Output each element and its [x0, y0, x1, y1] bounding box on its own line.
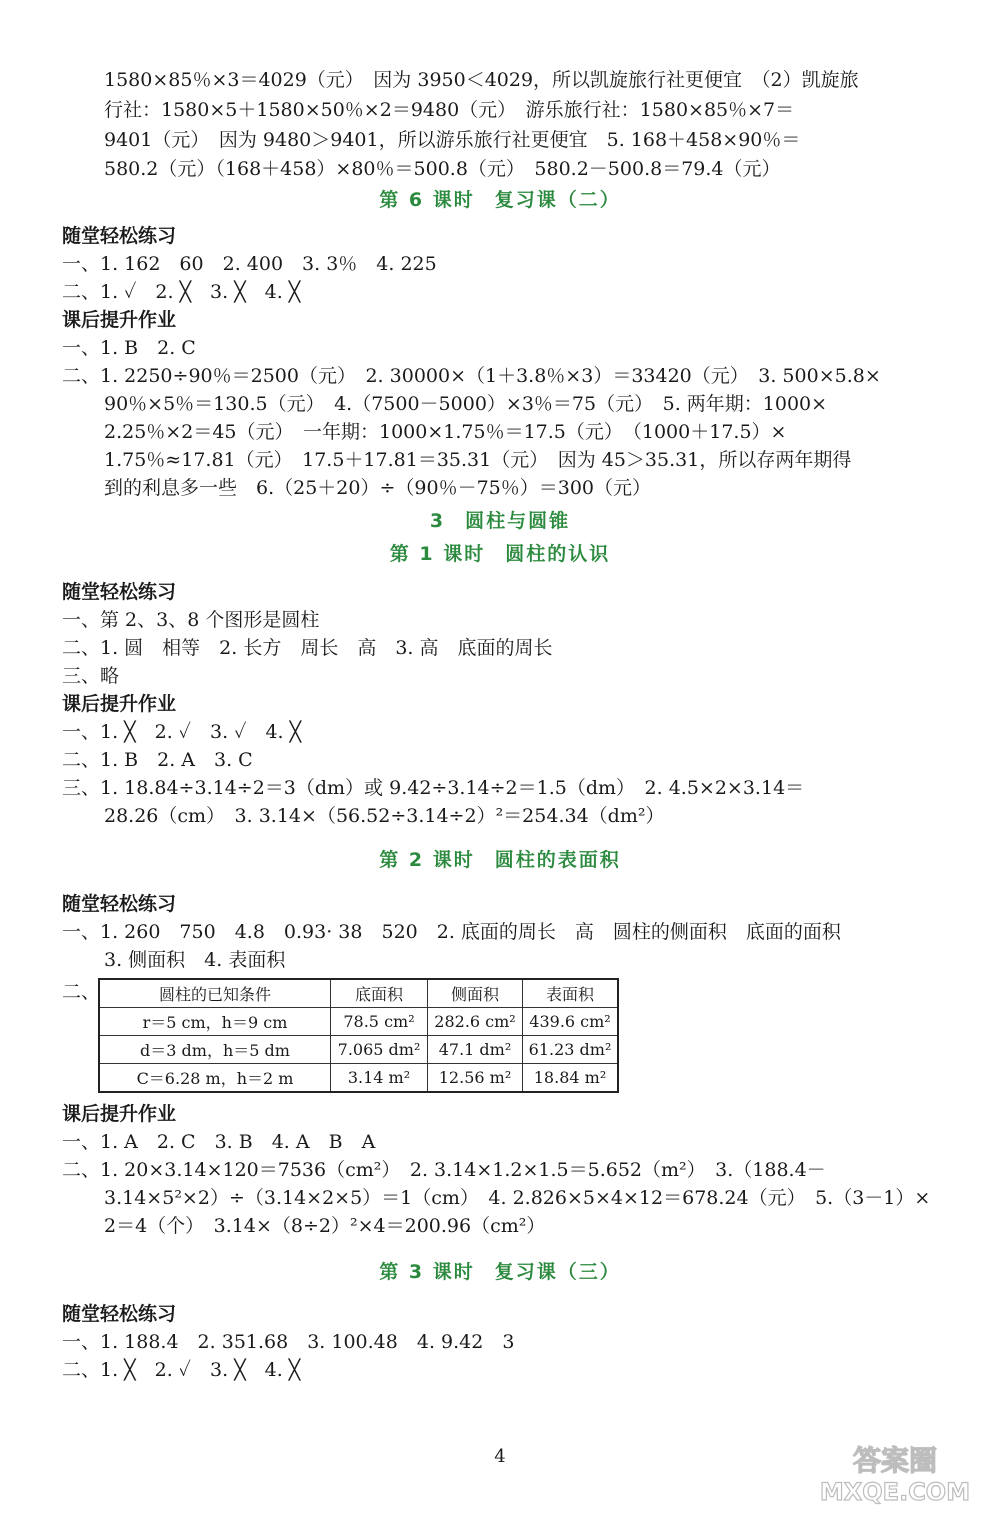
table-header-row	[99, 979, 618, 1008]
answer-line: 一、1. 162 60 2. 400 3. 3％ 4. 225	[62, 253, 437, 275]
answer-line: 3.14×5²×2）÷（3.14×2×5）＝1（cm） 4. 2.826×5×4×12＝678.24（元） 5.（3－1）×	[104, 1187, 931, 1209]
lesson-title: 第 1 课时 圆柱的认识	[389, 543, 611, 565]
surface-area-table	[98, 978, 619, 1093]
answer-line: 到的利息多一些 6.（25＋20）÷（90％－75％）＝300（元）	[104, 477, 652, 499]
watermark-url: MXQE.COM	[819, 1478, 971, 1506]
table-cell: r＝5 cm，h＝9 cm	[99, 1008, 331, 1036]
answer-line: 580.2（元）（168＋458）×80％＝500.8（元） 580.2－500.8＝79.4（元）	[104, 158, 781, 180]
page-number: 4	[494, 1446, 506, 1467]
answer-line: 1580×85％×3＝4029（元） 因为 3950＜4029，所以凯旋旅行社更便宜 （2）凯旋旅	[104, 69, 859, 91]
answer-line: 9401（元） 因为 9480＞9401，所以游乐旅行社更便宜 5. 168＋458×90％＝	[104, 129, 801, 151]
section-heading: 课后提升作业	[62, 1103, 177, 1125]
table-label: 二、	[62, 981, 101, 1003]
answer-line: 2＝4（个） 3.14×（8÷2）²×4＝200.96（cm²）	[104, 1215, 546, 1237]
answer-line: 一、1. 188.4 2. 351.68 3. 100.48 4. 9.42 3	[62, 1331, 515, 1353]
section-heading: 随堂轻松练习	[62, 225, 177, 247]
table-header: 表面积	[523, 979, 619, 1008]
answer-line: 一、1. 260 750 4.8 0.93· 38 520 2. 底面的周长 高 圆柱的侧面积 底面的面积	[62, 921, 841, 943]
answer-line: 一、1. A 2. C 3. B 4. A B A	[62, 1131, 376, 1153]
answer-line: 一、1. ╳ 2. ✓ 3. ✓ 4. ╳	[62, 721, 302, 743]
table-cell: 61.23 dm²	[523, 1036, 619, 1064]
answer-line: 一、1. B 2. C	[62, 337, 196, 359]
section-heading: 随堂轻松练习	[62, 1303, 177, 1325]
answer-line: 三、略	[62, 665, 120, 687]
table-cell: 18.84 m²	[523, 1064, 619, 1093]
table-cell: 47.1 dm²	[428, 1036, 523, 1064]
table-cell: 3.14 m²	[331, 1064, 428, 1093]
section-heading: 课后提升作业	[62, 309, 177, 331]
answer-line: 二、1. 2250÷90％＝2500（元） 2. 30000×（1＋3.8％×3）＝33420（元） 3. 500×5.8×	[62, 365, 881, 387]
table-cell: 282.6 cm²	[428, 1008, 523, 1036]
answer-line: 三、1. 18.84÷3.14÷2＝3（dm）或 9.42÷3.14÷2＝1.5（dm） 2. 4.5×2×3.14＝	[62, 777, 805, 799]
table-row	[99, 1036, 618, 1064]
answer-line: 行社：1580×5＋1580×50％×2＝9480（元） 游乐旅行社：1580×85％×7＝	[104, 99, 795, 121]
table-header: 底面积	[331, 979, 428, 1008]
answer-line: 二、1. B 2. A 3. C	[62, 749, 253, 771]
table-cell: C＝6.28 m，h＝2 m	[99, 1064, 331, 1093]
unit-title: 3 圆柱与圆锥	[429, 510, 571, 532]
table-header: 侧面积	[428, 979, 523, 1008]
table-cell: 78.5 cm²	[331, 1008, 428, 1036]
table-cell: 439.6 cm²	[523, 1008, 619, 1036]
watermark-logo	[813, 1440, 978, 1506]
table-cell: 12.56 m²	[428, 1064, 523, 1093]
answer-line: 二、1. ╳ 2. ✓ 3. ╳ 4. ╳	[62, 1359, 301, 1381]
section-heading: 随堂轻松练习	[62, 581, 177, 603]
table-row	[99, 1008, 618, 1036]
answer-line: 90％×5％＝130.5（元） 4.（7500－5000）×3％＝75（元） 5. 两年期：1000×	[104, 393, 828, 415]
answer-line: 二、1. 圆 相等 2. 长方 周长 高 3. 高 底面的周长	[62, 637, 553, 659]
answer-line: 二、1. 20×3.14×120＝7536（cm²） 2. 3.14×1.2×1.5＝5.652（m²） 3.（188.4－	[62, 1159, 826, 1181]
answer-line: 2.25％×2＝45（元） 一年期：1000×1.75％＝17.5（元） （1000＋17.5）×	[104, 421, 787, 443]
answer-line: 28.26（cm） 3. 3.14×（56.52÷3.14÷2）²＝254.34（dm²）	[104, 805, 665, 827]
lesson-title: 第 6 课时 复习课（二）	[379, 189, 621, 211]
section-heading: 课后提升作业	[62, 693, 177, 715]
table-row	[99, 1064, 618, 1093]
watermark-logo-text: 答案圈	[852, 1444, 938, 1477]
table-cell: d＝3 dm，h＝5 dm	[99, 1036, 331, 1064]
lesson-title: 第 3 课时 复习课（三）	[379, 1261, 621, 1283]
answer-line: 1.75％≈17.81（元） 17.5＋17.81＝35.31（元） 因为 45＞35.31，所以存两年期得	[104, 449, 852, 471]
lesson-title: 第 2 课时 圆柱的表面积	[379, 849, 621, 871]
table-header: 圆柱的已知条件	[99, 979, 331, 1008]
section-heading: 随堂轻松练习	[62, 893, 177, 915]
answer-line: 3. 侧面积 4. 表面积	[104, 949, 286, 971]
answer-line: 二、1. ✓ 2. ╳ 3. ╳ 4. ╳	[62, 281, 301, 303]
table-cell: 7.065 dm²	[331, 1036, 428, 1064]
answer-line: 一、第 2、3、8 个图形是圆柱	[62, 609, 320, 631]
